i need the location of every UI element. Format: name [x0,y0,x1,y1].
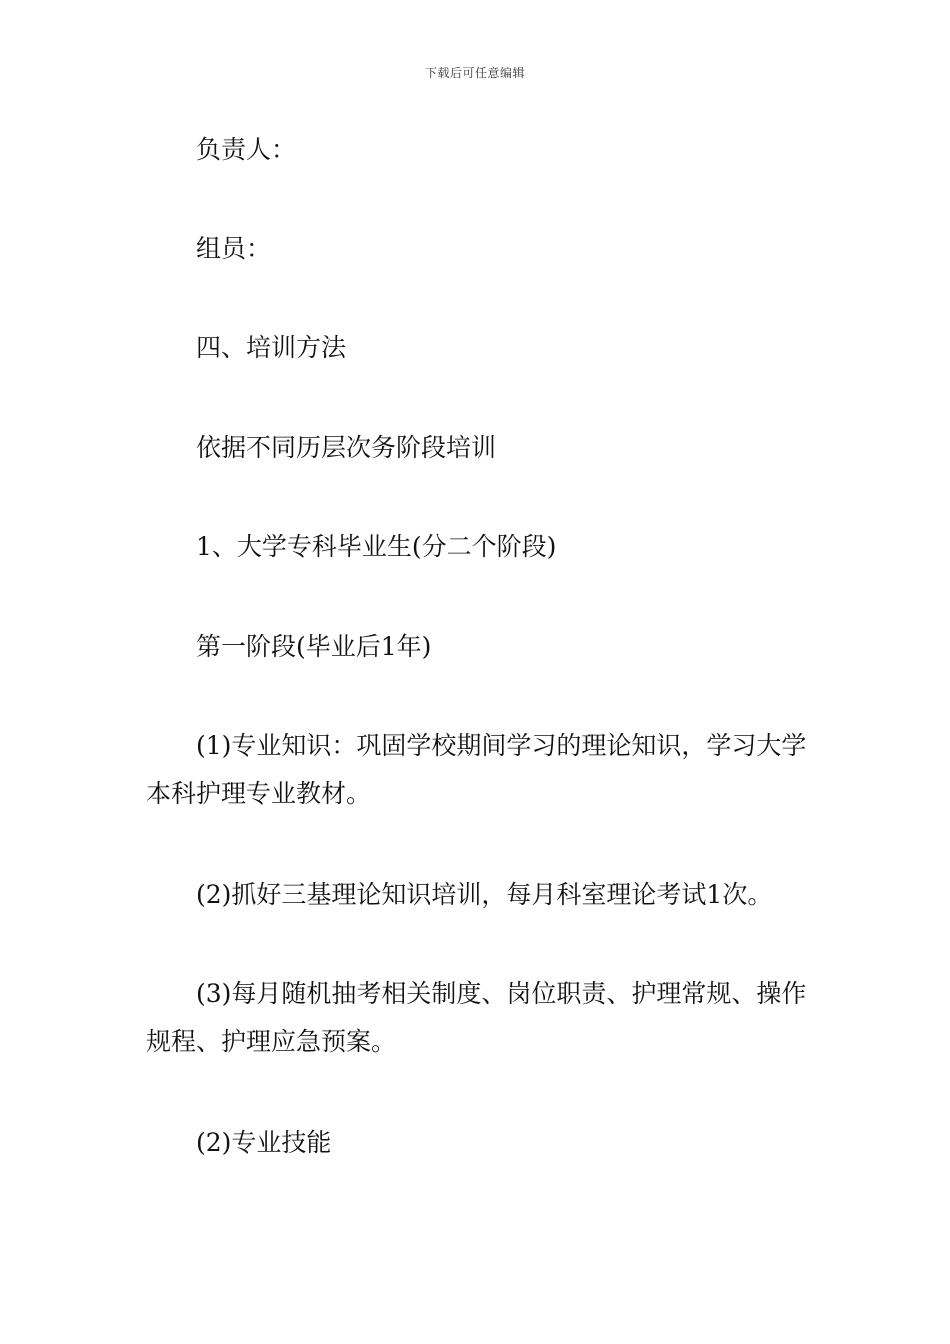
item-three-basics-training: (2)抓好三基理论知识培训，每月科室理论考试1次。 [196,880,773,909]
item-professional-skills: (2)专业技能 [196,1128,332,1157]
responsible-person-line: 负责人： [196,135,297,164]
members-line: 组员： [196,234,272,263]
item-monthly-random-test: (3)每月随机抽考相关制度、岗位职责、护理常规、操作规程、护理应急预案。 [146,979,807,1056]
header-note: 下载后可任意编辑 [424,66,525,80]
training-basis-line: 依据不同历层次务阶段培训 [196,433,497,462]
section-heading-training-method: 四、培训方法 [196,333,347,362]
item-professional-knowledge: (1)专业知识：巩固学校期间学习的理论知识，学习大学本科护理专业教材。 [146,731,807,808]
stage-one-heading: 第一阶段(毕业后1年) [196,632,432,661]
item-college-graduates: 1、大学专科毕业生(分二个阶段) [196,532,557,561]
